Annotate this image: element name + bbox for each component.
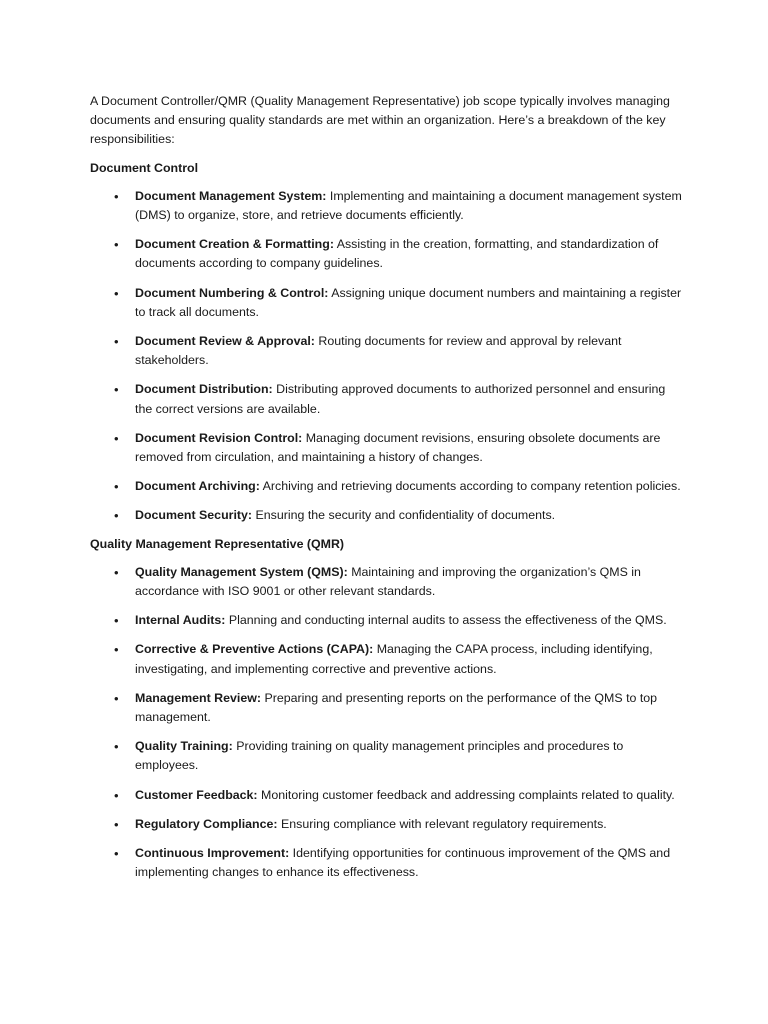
- item-term: Document Management System:: [135, 188, 327, 203]
- item-term: Customer Feedback:: [135, 787, 258, 802]
- bullet-icon: •: [114, 237, 119, 253]
- list-item: [90, 332, 690, 370]
- item-text: Archiving and retrieving documents according to company retention policies.: [262, 479, 681, 494]
- item-text: Managing document revisions, ensuring obsolete documents are removed from circulation, and maintaining a history of changes.: [135, 430, 661, 465]
- item-text: Planning and conducting internal audits to assess the effectiveness of the QMS.: [228, 613, 667, 628]
- bullet-icon: •: [114, 739, 119, 755]
- item-text: Distributing approved documents to authorized personnel and ensuring the correct versions are available.: [135, 382, 666, 416]
- bullet-icon: •: [114, 334, 119, 350]
- bullet-icon: •: [114, 846, 119, 862]
- bullet-icon: •: [114, 285, 119, 301]
- list-item: [90, 563, 690, 601]
- list-item: [90, 786, 690, 805]
- document-page: [90, 92, 690, 892]
- item-term: Internal Audits:: [135, 613, 226, 628]
- item-text: Routing documents for review and approval by relevant stakeholders.: [135, 334, 622, 368]
- responsibility-list: [90, 187, 690, 526]
- item-term: Regulatory Compliance:: [135, 816, 278, 831]
- bullet-icon: •: [114, 613, 119, 629]
- bullet-icon: •: [114, 642, 119, 658]
- item-term: Quality Management System (QMS):: [135, 564, 348, 579]
- bullet-icon: •: [114, 479, 119, 495]
- intro-paragraph: A Document Controller/QMR (Quality Management Representative) job scope typically involves managing documents and ensuring quality standards are met within an organization. Here’s a breakdown of the key responsibilities:: [90, 94, 670, 147]
- item-term: Document Revision Control:: [135, 430, 303, 445]
- item-text: Ensuring compliance with relevant regulatory requirements.: [280, 816, 607, 831]
- list-item: [90, 235, 690, 273]
- section-document-control: [90, 159, 690, 526]
- item-term: Quality Training:: [135, 739, 233, 754]
- list-item: [90, 844, 690, 882]
- item-term: Document Review & Approval:: [135, 334, 315, 349]
- list-item: [90, 815, 690, 834]
- list-item: [90, 477, 690, 496]
- item-text: Monitoring customer feedback and addressing complaints related to quality.: [261, 787, 675, 802]
- list-item: [90, 284, 690, 322]
- bullet-icon: •: [114, 382, 119, 398]
- list-item: [90, 689, 690, 727]
- item-text: Assisting in the creation, formatting, and standardization of documents according to company guidelines.: [135, 237, 659, 271]
- list-item: [90, 737, 690, 775]
- list-item: [90, 640, 690, 678]
- bullet-icon: •: [114, 787, 119, 803]
- bullet-icon: •: [114, 564, 119, 580]
- bullet-icon: •: [114, 430, 119, 446]
- item-term: Document Distribution:: [135, 382, 273, 397]
- bullet-icon: •: [114, 508, 119, 524]
- item-text: Implementing and maintaining a document management system (DMS) to organize, store, and retrieve documents efficiently.: [135, 188, 682, 223]
- item-text: Ensuring the security and confidentiality of documents.: [255, 508, 556, 523]
- item-text: Providing training on quality management principles and procedures to employees.: [135, 739, 624, 773]
- list-item: [90, 506, 690, 525]
- section-qmr: [90, 535, 690, 883]
- list-item: [90, 380, 690, 418]
- item-text: Assigning unique document numbers and maintaining a register to track all documents.: [135, 285, 682, 319]
- bullet-icon: •: [114, 816, 119, 832]
- item-text: Maintaining and improving the organization’s QMS in accordance with ISO 9001 or other relevant standards.: [135, 564, 641, 599]
- list-item: [90, 611, 690, 630]
- section-heading: Document Control: [90, 160, 199, 175]
- bullet-icon: •: [114, 188, 119, 204]
- item-term: Document Archiving:: [135, 479, 260, 494]
- item-term: Document Creation & Formatting:: [135, 237, 334, 252]
- item-term: Document Numbering & Control:: [135, 285, 329, 300]
- item-text: Managing the CAPA process, including identifying, investigating, and implementing corrective and preventive actions.: [135, 642, 653, 676]
- item-text: Preparing and presenting reports on the performance of the QMS to top management.: [135, 690, 658, 725]
- item-term: Continuous Improvement:: [135, 846, 290, 861]
- item-term: Document Security:: [135, 508, 253, 523]
- item-text: Identifying opportunities for continuous improvement of the QMS and implementing changes to enhance its effectiveness.: [135, 846, 671, 880]
- responsibility-list: [90, 563, 690, 883]
- list-item: [90, 429, 690, 467]
- bullet-icon: •: [114, 690, 119, 706]
- item-term: Corrective & Preventive Actions (CAPA):: [135, 642, 374, 657]
- list-item: [90, 187, 690, 225]
- item-term: Management Review:: [135, 690, 262, 705]
- section-heading: Quality Management Representative (QMR): [90, 536, 345, 551]
